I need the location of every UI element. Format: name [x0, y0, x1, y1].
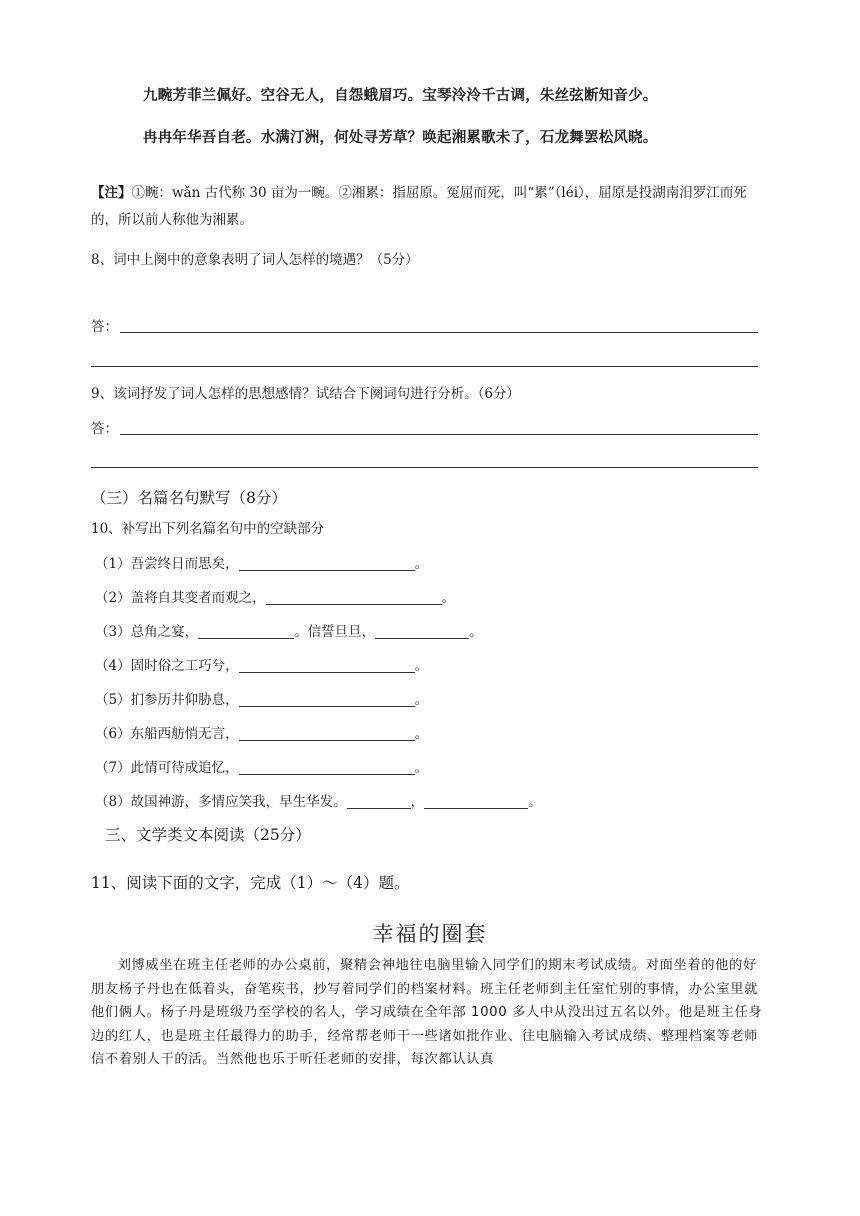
fill-item-suffix: 。 [414, 556, 429, 572]
q9-answer-label: 答： [91, 421, 118, 437]
fill-item-prefix: （8）故国神游，多情应笑我，早生华发。 [95, 794, 347, 810]
fill-item-prefix: （3）总角之宴， [95, 624, 199, 640]
question-11: 11、阅读下面的文字，完成（1）～（4）题。 [91, 874, 410, 892]
fill-item-suffix: 。 [441, 590, 456, 606]
poem-line-1: 九畹芳菲兰佩好。空谷无人，自怨蛾眉巧。宝琴泠泠千古调，朱丝弦断知音少。 [143, 88, 658, 104]
fill-item-5 [95, 690, 428, 710]
question-10: 10、补写出下列名篇名句中的空缺部分 [91, 521, 325, 537]
note-text: ①畹：wǎn 古代称 30 亩为一畹。②湘累：指屈原。冤屈而死，叫“累”（léi），屈原是投湖南汨罗江而死的，所以前人称他为湘累。 [91, 185, 747, 228]
fill-item-suffix: 。 [469, 624, 483, 640]
fill-item-2 [95, 588, 455, 608]
fill-blank[interactable] [375, 624, 469, 639]
fill-blank[interactable] [239, 760, 415, 775]
question-9: 9、该词抒发了词人怎样的思想感情？试结合下阕词句进行分析。（6分） [91, 386, 520, 402]
fill-item-1 [95, 554, 428, 574]
fill-item-3 [95, 622, 483, 642]
fill-item-6 [95, 724, 428, 744]
q8-answer-line-2[interactable] [91, 366, 758, 367]
fill-blank[interactable] [198, 624, 294, 639]
fill-item-suffix: 。 [414, 692, 429, 708]
q9-answer-line-1[interactable] [120, 434, 758, 435]
fill-blank[interactable] [239, 692, 415, 707]
section-heading-3: （三）名篇名句默写（8分） [91, 489, 287, 507]
fill-blank[interactable] [239, 556, 415, 571]
annotation-note [91, 180, 763, 234]
story-paragraph: 刘博威坐在班主任老师的办公桌前，聚精会神地往电脑里输入同学们的期末考试成绩。对面坐着的他的好朋友杨子丹也在低着头，奋笔疾书，抄写着同学们的档案材料。班主任老师到主任室忙别的事情，办公室里就他们俩人。杨子丹是班级乃至学校的名人，学习成绩在全年部 1000 多人中从没出过五名以外。他是班主任身边的红人，也是班主任最得力的助手，经常帮老师干一些诸如批作业、往电脑输入考试成绩、整理档案等老师信不着别人干的活。当然他也乐于听任老师的安排，每次都认认真 [91, 958, 763, 1067]
fill-item-suffix: 。 [528, 794, 542, 810]
question-8: 8、词中上阕中的意象表明了词人怎样的境遇？（5分） [91, 252, 419, 268]
fill-item-prefix: （1）吾尝终日而思矣， [95, 556, 239, 572]
fill-item-prefix: （2）盖将自其变者而观之， [95, 590, 266, 606]
q8-answer-line-1[interactable] [120, 332, 758, 333]
fill-item-prefix: （6）东船西舫悄无言， [95, 726, 239, 742]
fill-item-mid: ， [410, 794, 425, 810]
fill-item-suffix: 。 [414, 760, 429, 776]
fill-blank[interactable] [239, 726, 415, 741]
fill-item-4 [95, 656, 428, 676]
story-title: 幸福的圈套 [372, 922, 488, 946]
poem-line-2: 冉冉年华吾自老。水满汀洲，何处寻芳草？唤起湘累歌未了，石龙舞罢松风晓。 [143, 130, 658, 146]
fill-blank[interactable] [424, 794, 528, 809]
fill-item-suffix: 。 [414, 658, 429, 674]
fill-item-8 [95, 792, 542, 812]
fill-item-7 [95, 758, 428, 778]
fill-item-prefix: （4）固时俗之工巧兮， [95, 658, 239, 674]
part-heading-3: 三、文学类文本阅读（25分） [105, 826, 311, 844]
note-label: 【注】 [91, 185, 132, 201]
fill-item-suffix: 。 [414, 726, 429, 742]
fill-item-prefix: （5）扪参历井仰胁息， [95, 692, 239, 708]
fill-blank[interactable] [347, 794, 411, 809]
q8-answer-label: 答： [91, 319, 118, 335]
fill-item-mid: 。信誓旦旦， [294, 624, 376, 640]
fill-item-prefix: （7）此情可待成追忆， [95, 760, 239, 776]
fill-blank[interactable] [266, 590, 442, 605]
q9-answer-line-2[interactable] [91, 467, 758, 468]
fill-blank[interactable] [239, 658, 415, 673]
